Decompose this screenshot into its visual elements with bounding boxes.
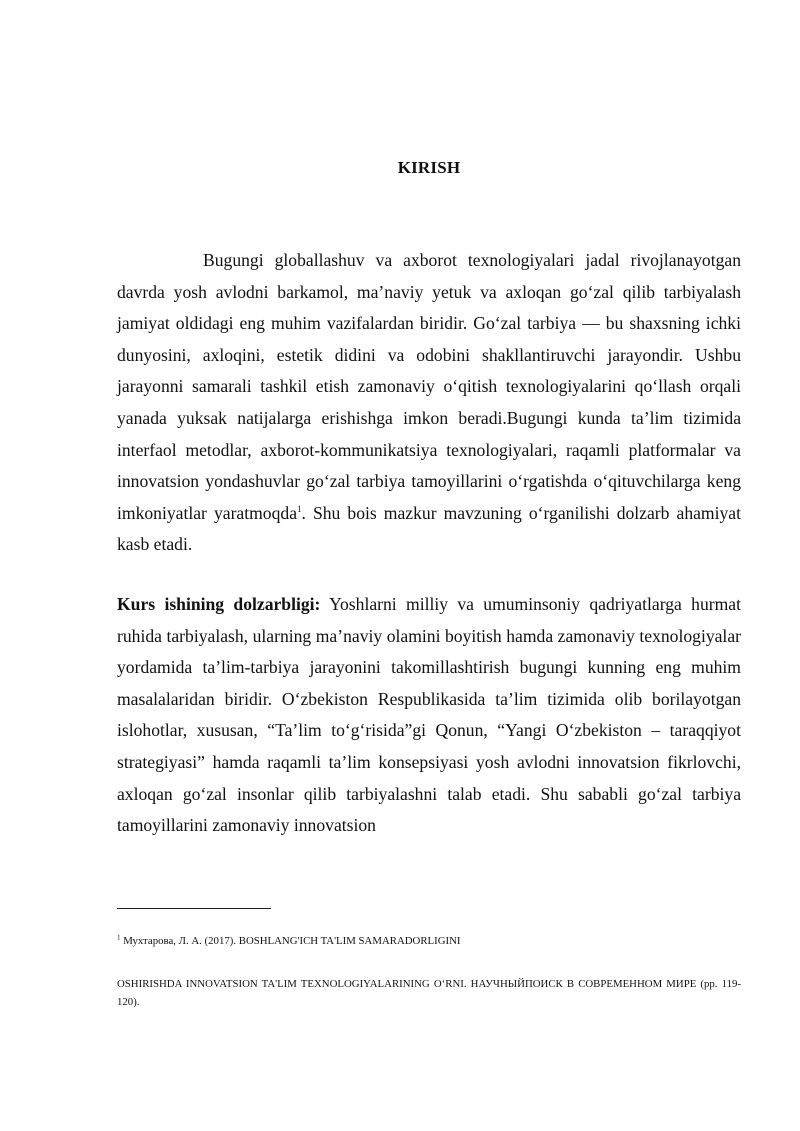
relevance-paragraph [117, 589, 741, 842]
intro-paragraph [117, 245, 741, 561]
footnote-line-1 [117, 932, 741, 950]
footnote-line-2: OSHIRISHDA INNOVATSION TA'LIM TEXNOLOGIYALARINING O‘RNI. НАУЧНЫЙПОИСК В СОВРЕМЕННОМ МИРЕ (pp. 119-120). [117, 978, 741, 1008]
footnote-number: 1 [117, 933, 121, 942]
relevance-lead: Kurs ishining dolzarbligi: [117, 594, 321, 614]
intro-paragraph-tail: . Shu bois mazkur mavzuning o‘rganilishi dolzarb ahamiyat kasb etadi. [117, 502, 741, 555]
relevance-paragraph-text: Yoshlarni milliy va umuminsoniy qadriyatlarga hurmat ruhida tarbiyalash, ularning ma’naviy olamini boyitish hamda zamonaviy texnologiyalar yordamida ta’lim-tarbiya jarayonini takomillashtirish bugungi kunning eng muhim masalalaridan biridir. O‘zbekiston Respublikasida ta’lim tizimida olib borilayotgan islohotlar, xususan, “Ta’lim to‘g‘risida”gi Qonun, “Yangi O‘zbekiston – taraqqiyot strategiyasi” hamda raqamli ta’lim konsepsiyasi yosh avlodni innovatsion fikrlovchi, axloqan go‘zal insonlar qilib tarbiyalashni talab etadi. Shu sababli go‘zal tarbiya tamoyillarini zamonaviy innovatsion [117, 594, 741, 836]
intro-paragraph-text: Bugungi globallashuv va axborot texnologiyalari jadal rivojlanayotgan davrda yosh avlodni barkamol, ma’naviy yetuk va axloqan go‘zal qilib tarbiyalash jamiyat oldidagi eng muhim vazifalardan biridir. Go‘zal tarbiya — bu shaxsning ichki dunyosini, axloqini, estetik didini va odobini shakllantiruvchi jarayondir. Ushbu jarayonni samarali tashkil etish zamonaviy o‘qitish texnologiyalarini qo‘llash orqali yanada yuksak natijalarga erishishga imkon beradi.Bugungi kunda ta’lim tizimida interfaol metodlar, axborot-kommunikatsiya texnologiyalari, raqamli platformalar va innovatsion yondashuvlar go‘zal tarbiya tamoyillarini o‘rgatishda o‘qituvchilarga keng imkoniyatlar yaratmoqda [117, 250, 741, 523]
section-heading: KIRISH [397, 158, 461, 177]
footnote-citation-start: Мухтарова, Л. А. (2017). BOSHLANG'ICH TA'LIM SAMARADORLIGINI [120, 935, 461, 947]
footnote-reference[interactable]: 1 [297, 503, 302, 514]
footnote-separator [117, 908, 271, 909]
